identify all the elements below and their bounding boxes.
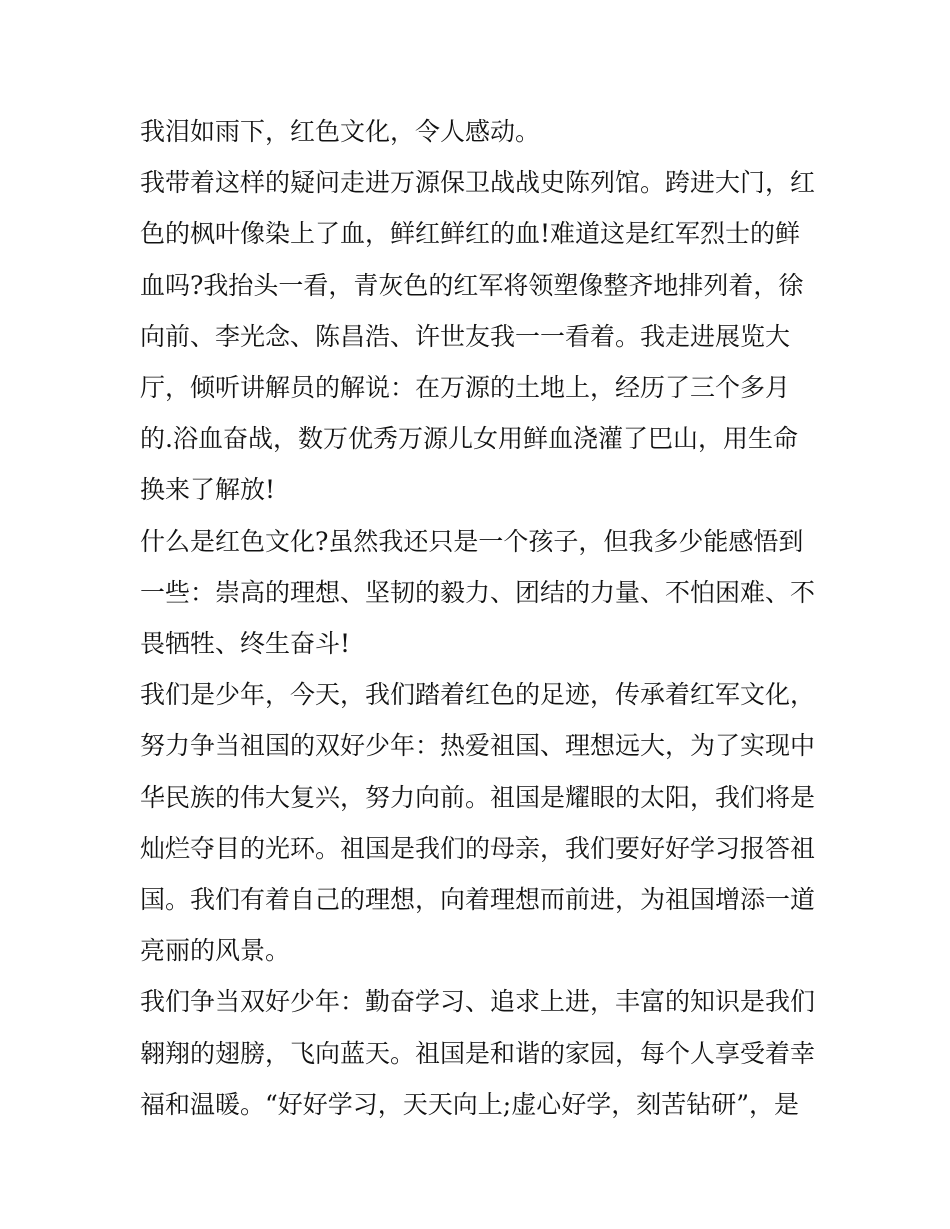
text-line: 华民族的伟大复兴，努力向前。祖国是耀眼的太阳，我们将是	[140, 782, 816, 812]
text-line: 色的枫叶像染上了血，鲜红鲜红的血!难道这是红军烈士的鲜	[140, 219, 801, 249]
text-line: 一些：崇高的理想、坚韧的毅力、团结的力量、不怕困难、不	[140, 577, 816, 607]
text-line: 畏牺牲、终生奋斗!	[140, 629, 351, 659]
text-line: 我们争当双好少年：勤奋学习、追求上进，丰富的知识是我们	[140, 987, 816, 1017]
text-line: 亮丽的风景。	[140, 936, 291, 966]
text-line: 血吗?我抬头一看，青灰色的红军将领塑像整齐地排列着，徐	[140, 270, 804, 300]
text-line: 努力争当祖国的双好少年：热爱祖国、理想远大，为了实现中	[140, 731, 816, 761]
text-line: 我带着这样的疑问走进万源保卫战战史陈列馆。跨进大门，红	[140, 168, 816, 198]
text-line: 换来了解放!	[140, 475, 276, 505]
text-line: 翱翔的翅膀，飞向蓝天。祖国是和谐的家园，每个人享受着幸	[140, 1038, 816, 1068]
text-line: 的.浴血奋战，数万优秀万源儿女用鲜血浇灌了巴山，用生命	[140, 424, 798, 454]
text-line: 福和温暖。“好好学习，天天向上;虚心好学，刻苦钻研”，是	[140, 1089, 799, 1119]
text-line: 国。我们有着自己的理想，向着理想而前进，为祖国增添一道	[140, 885, 816, 915]
text-line: 向前、李光念、陈昌浩、许世友我一一看着。我走进展览大	[140, 321, 791, 351]
document-text-body	[140, 106, 820, 1130]
text-line: 我泪如雨下，红色文化，令人感动。	[140, 117, 541, 146]
text-line: 什么是红色文化?虽然我还只是一个孩子，但我多少能感悟到	[140, 526, 804, 556]
text-line: 灿烂夺目的光环。祖国是我们的母亲，我们要好好学习报答祖	[140, 833, 816, 863]
text-line: 我们是少年，今天，我们踏着红色的足迹，传承着红军文化，	[140, 680, 816, 710]
text-line: 厅，倾听讲解员的解说：在万源的土地上，经历了三个多月	[140, 373, 791, 403]
